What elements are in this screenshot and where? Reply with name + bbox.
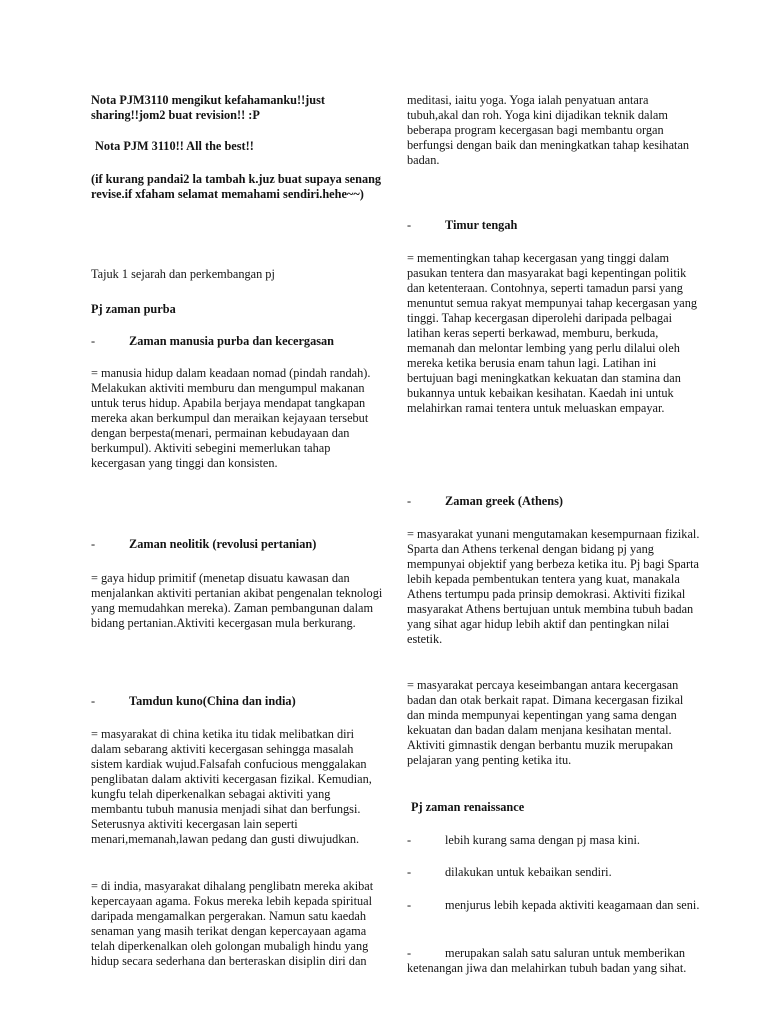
list-item-text: dilakukan untuk kebaikan sendiri. [445,865,612,879]
dash-marker: - [407,946,412,960]
paragraph-china: = masyarakat di china ketika itu tidak melibatkan diri dalam sebarang aktiviti kecergasan sehingga masalah sistem kardiak wujud.Falsafah confucious menggalakan penglibatan dalam aktiviti kecergasan fizikal. Kemudian, kungfu telah diperkenalkan sebagai aktiviti yang membantu tubuh manusia menjadi sihat dan berfungsi. Seterusnya aktiviti kecergasan lain seperti menari,memanah,lawan pedang dan gusti diwujudkan. [91,727,372,846]
section-heading-pj-purba: Pj zaman purba [91,302,176,316]
dash-marker: - [407,898,412,912]
subheading-text: Zaman manusia purba dan kecergasan [129,334,334,348]
section-heading-pj-renaissance: Pj zaman renaissance [411,800,525,814]
list-item [407,865,703,880]
dash-marker: - [91,694,96,708]
paragraph-greek-1: = masyarakat yunani mengutamakan kesempurnaan fizikal. Sparta dan Athens terkenal dengan bidang pj yang mempunyai objektif yang berbeza ketika itu. Pj bagi Sparta lebih kepada pembentukan tentera yang kuat, manakala Athens tertumpu pada prinsip demokrasi. Aktiviti fizikal masyarakat Athens bertujuan untuk membina tubuh badan yang sihat agar hidup lebih aktif dan pentingkan nilai estetik. [407,527,700,646]
paragraph-neolitik: = gaya hidup primitif (menetap disuatu kawasan dan menjalankan aktiviti pertanian akibat pengenalan teknologi yang memudahkan mereka). Zaman pembangunan dalam bidang pertanian.Aktiviti kecergasan mula berkurang. [91,571,383,630]
subheading-text: Tamdun kuno(China dan india) [129,694,296,708]
list-item [407,833,703,848]
subheading-text: Zaman neolitik (revolusi pertanian) [129,537,317,551]
chapter-title: Tajuk 1 sejarah dan perkembangan pj [91,267,275,281]
dash-marker: - [407,833,412,847]
list-item [407,898,703,913]
paragraph-greek-2: = masyarakat percaya keseimbangan antara kecergasan badan dan otak berkait rapat. Dimana kecergasan fizikal dan minda mempunyai kepentingan yang sama dengan kekuatan dan badan dalam menjana kesihatan mental. Aktiviti gimnastik dengan berbantu muzik merupakan pelajaran yang penting ketika itu. [407,678,684,767]
paragraph-yoga: meditasi, iaitu yoga. Yoga ialah penyatuan antara tubuh,akal dan roh. Yoga kini dijadikan teknik dalam beberapa program kecergasan bagi membantu organ berfungsi dengan baik dan meningkatkan tahap kesihatan badan. [407,93,690,167]
list-item-text: menjurus lebih kepada aktiviti keagamaan dan seni. [445,898,700,912]
dash-marker: - [407,218,412,232]
subheading-text: Timur tengah [445,218,518,232]
intro-line-1: Nota PJM3110 mengikut kefahamanku!!just sharing!!jom2 buat revision!! :P [91,93,325,122]
intro-line-3: (if kurang pandai2 la tambah k.juz buat supaya senang revise.if xfaham selamat memahami sendiri.hehe~~) [91,172,382,201]
paragraph-india: = di india, masyarakat dihalang penglibatn mereka akibat kepercayaan agama. Fokus mereka lebih kepada spiritual daripada mengamalkan pergerakan. Namun satu kaedah senaman yang masih terikat dengan kepercayaan agama telah diperkenalkan oleh golongan mubaligh hindu yang hidup secara sederhana dan berteraskan disiplin diri dan [91,879,374,968]
intro-line-2: Nota PJM 3110!! All the best!! [95,139,254,153]
dash-marker: - [407,865,412,879]
paragraph-manusia-purba: = manusia hidup dalam keadaan nomad (pindah randah). Melakukan aktiviti memburu dan mengumpul makanan untuk terus hidup. Apabila berjaya mendapat tangkapan mereka akan berkumpul dan meraikan kejayaan tersebut dengan berpesta(menari, permainan kebudayaan dan berkumpul). Aktiviti sebegini memerlukan tahap kecergasan yang tinggi dan konsisten. [91,366,371,470]
list-item [407,946,703,976]
list-item-text: lebih kurang sama dengan pj masa kini. [445,833,640,847]
list-item-text: merupakan salah satu saluran untuk memberikan ketenangan jiwa dan melahirkan tubuh badan yang sihat. [407,946,687,975]
dash-marker: - [91,334,96,348]
dash-marker: - [407,494,412,508]
paragraph-timur-tengah: = mementingkan tahap kecergasan yang tinggi dalam pasukan tentera dan masyarakat bagi kepentingan politik dan ketenteraan. Contohnya, seperti tamadun parsi yang menuntut semua rakyat mempunyai tahap kecergasan yang tinggi. Tahap kecergasan diperolehi daripada pelbagai latihan keras seperti berkawad, memburu, berkuda, memanah dan melontar lembing yang perlu dilalui oleh mereka ketika berusia enam tahun lagi. Latihan ini bertujuan bagi meningkatkan kekuatan dan stamina dan bukannya untuk kebaikan kesihatan. Kaedah ini untuk melahirkan ramai tentera untuk meluaskan empayar. [407,251,698,415]
dash-marker: - [91,537,96,551]
subheading-text: Zaman greek (Athens) [445,494,563,508]
